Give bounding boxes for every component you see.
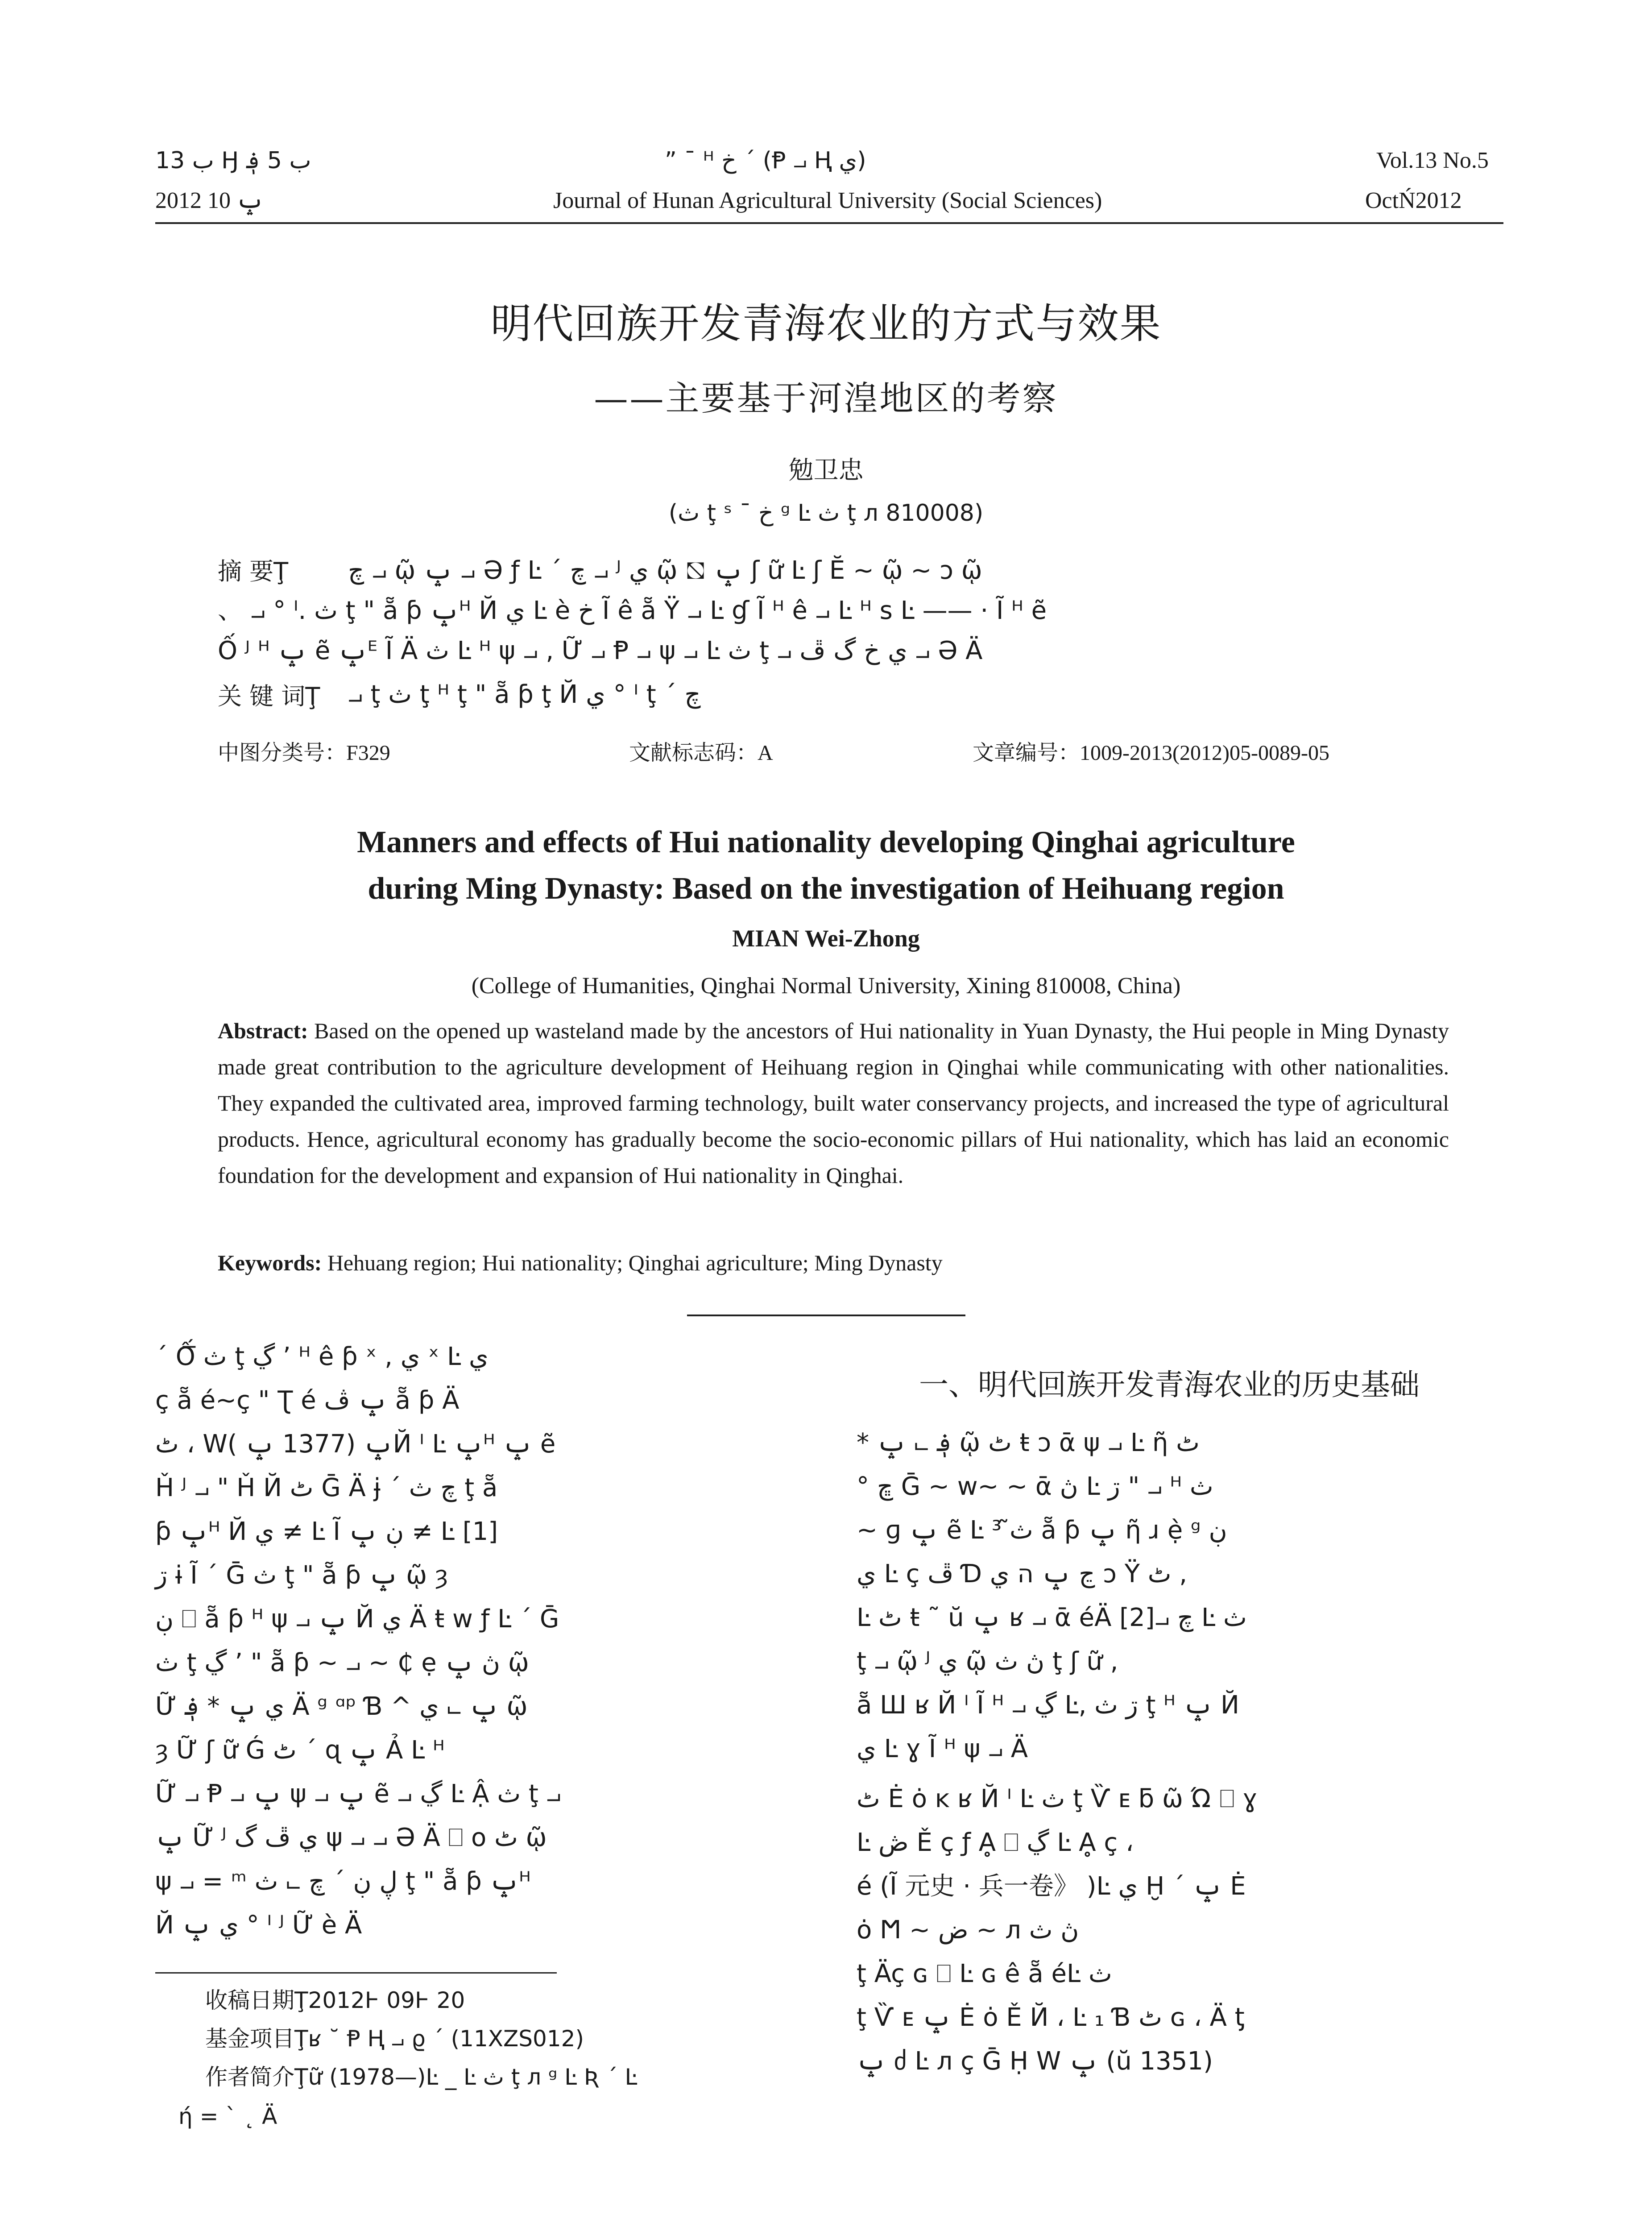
received-label: 收稿日期Ţ: [205, 1987, 308, 2013]
paper-title: 明代回族开发青海农业的方式与效果: [490, 300, 1162, 348]
abstract-cn-line: چ ⨼ ῷ ݒ ⨼ Ə ƒ Ŀ ´ چ ⨼ ᴶ ي ῷ ⛞ ݒ ʃ ữ Ŀ ʃ Ĕ ~ ῷ ~ ɔ ῷ: [348, 556, 982, 585]
body-line: ç ẵ é~ç " Ʈ é ݒ ڤ ẵ ƥ Ä: [155, 1386, 460, 1415]
received-value: 2012Ⱶ 09Ⱶ 20: [308, 1987, 465, 2013]
body-line: ẵ Ш ʁ Й ᴵ Ĩ ᴴ ⨼ ڲ Ŀ, ڗ ث ţ ᴴ ݒ Й: [857, 1691, 1239, 1720]
header-year-month: 2012 ݒ 10: [155, 188, 264, 213]
footnote-author-line2: ή = ˋ ˛ Ä: [178, 2103, 277, 2129]
abstract-cn-line: Ố ᴶ ᴴ ݒ ẽ ݒᴱ Ĩ Ä ث Ŀ ᴴ ψ ⨼ , Ữ ⨼ Ᵽ ⨼ ψ ⨼ Ŀ ث ţ ⨼ ي خ گ ڦ ⨼ Ə Ä: [218, 636, 983, 665]
left-column-body: [155, 1335, 798, 1947]
footnote-fund: [205, 2020, 812, 2058]
english-author: MIAN Wei-Zhong: [732, 925, 920, 952]
english-abstract: [218, 1013, 1449, 1194]
footnote-author: [205, 2058, 812, 2096]
abstract-cn-label: 摘 要Ţ: [218, 557, 289, 585]
footnote-rule: [155, 1972, 557, 1974]
author-name: 勉卫忠: [788, 456, 864, 485]
clc-value: F329: [346, 741, 390, 765]
abstract-cn-line: 、 ⨼ ° ᴵ. ث ţ " ẵ ƥ ݒᴴ Й ي Ŀ è خ Ĩ ê ẵ Ÿ ⨼ Ŀ ɠ Ĩ ᴴ ê ⨼ Ŀ ᴴ ѕ Ŀ —— · Ĩ ᴴ ẽ: [218, 596, 1047, 625]
header-volume: Vol.13 No.5: [1376, 148, 1489, 173]
english-title-line1: Manners and effects of Hui nationality developing Qinghai agriculture: [357, 825, 1295, 859]
body-line: Ŀ ڞ Ě ç ƒ Ḁ ⎕ ڲ Ŀ Ḁ ç ،: [857, 1828, 1134, 1857]
document-code: [629, 735, 773, 766]
body-line: é (Ĩ 元史 · 兵一卷》 )Ŀ ي Ḫ ´ ݒ Ė: [857, 1872, 1246, 1901]
footnotes: [205, 1981, 812, 2096]
english-title-line2: during Ming Dynasty: Based on the investigation of Heihuang region: [368, 871, 1284, 906]
abstract-label: Abstract:: [218, 1018, 308, 1043]
body-line: ȯ Ϻ ~ ض ~ л ڽ ث: [857, 1916, 1079, 1945]
header-issue-arabic: ب 13 Ӈ ب 5 ؋: [155, 147, 311, 174]
body-line: Й ي ݒ ° ᴵ ᴶ Ữ è Ä: [155, 1911, 362, 1940]
body-line: ´ Ố̅ ث ţ ڲ ʼ ᴴ ê ƥ ˣ , ي ˣ Ŀ ي: [155, 1342, 489, 1371]
keywords-cn-text: ⨼ ţ ث ţ ᴴ ţ " ẵ ƥ ţ Й ي ° ᴵ ţ ´ چ: [348, 680, 701, 709]
english-affiliation: (College of Humanities, Qinghai Normal University, Xining 810008, China): [471, 973, 1181, 999]
author-bio-label: 作者简介Ţ: [205, 2064, 308, 2090]
keywords-cn-label: 关 键 词Ţ: [218, 682, 320, 710]
abstract-text: Based on the opened up wasteland made by the ancestors of Hui nationality in Yuan Dynasty, the Hui people in Ming Dynasty made great contribution to the agriculture development of Heihuang region in Qinghai while communicating with other nationalities. They expanded the cultivated area, improved farming technology, built water conservancy projects, and increased the type of agricultural products. Hence, agricultural economy has gradually become the socio-economic pillars of Hui nationality, which has laid an economic foundation for the development and expansion of Hui nationality in Qinghai.: [218, 1018, 1449, 1188]
clc-label: 中图分类号：: [218, 740, 347, 765]
right-column-body: [857, 1421, 1499, 2083]
article-number-label: 文章编号：: [973, 740, 1080, 765]
body-line: Ữ ⨼ Ᵽ ⨼ ݒ ψ ⨼ ݒ ẽ ⨼ ڲ Ŀ Ậ ث ţ ⨼: [155, 1779, 561, 1808]
body-line: ° ڇ Ḡ ~ w~ ~ ᾱ ڽ Ŀ ڗ " ⨼ ᴴ ث: [857, 1472, 1213, 1501]
doc-code-label: 文献标志码：: [629, 740, 758, 765]
clc-number: [218, 735, 390, 766]
body-line: Ȟ ᴶ ⨼ " Ȟ Й ٹ Ḡ Ä ɉ ´ چ ث ţ ẵ: [155, 1473, 498, 1502]
article-number-value: 1009-2013(2012)05-0089-05: [1080, 741, 1329, 765]
body-line: ţ Äç ɢ ⎕ Ŀ ɢ ê ẵ éĿ ث: [857, 1959, 1112, 1988]
section-heading: 一、明代回族开发青海农业的历史基础: [919, 1368, 1420, 1402]
separator-rule: [687, 1315, 965, 1316]
header-date: OctŃ2012: [1365, 188, 1462, 213]
keywords-label: Keywords:: [218, 1250, 322, 1275]
fund-label: 基金项目Ţ: [205, 2026, 308, 2052]
body-line: ƥ ݒᴴ Й ي ≠ Ŀ Ĩ ڹ ݒ ≠ Ŀ [1]: [155, 1517, 498, 1546]
body-line: ٹ ، Wݒ (1377 ݒ )Й ᴵ Ŀ ݒᴴ ݒ ẽ: [155, 1430, 556, 1459]
paper-subtitle: ——主要基于河湟地区的考察: [594, 378, 1058, 418]
body-line: Ŀ ٹ ŧ ˜ ŭ ݒ ʁ ⨼ ᾱ éÄ [2]⨼ چ Ŀ ث: [857, 1603, 1247, 1632]
body-line: ي Ŀ ɣ Ĩ ᴴ ψ ⨼ Ä: [857, 1734, 1028, 1763]
body-line: ڗ ɨ Ĩ ´ Ḡ ث ţ " ẵ ƥ ݒ ῷ ȝ: [155, 1561, 448, 1590]
fund-value: ʁ ˘ Ᵽ Ⱨ ⨼ ϱ ´ (11XZS012): [308, 2026, 584, 2052]
header-journal-cn: ” ¯ ᴴ خ ´ (Ᵽ ⨼ Ⱨ ي): [665, 147, 866, 174]
keywords-text: Hehuang region; Hui nationality; Qinghai agriculture; Ming Dynasty: [327, 1250, 943, 1275]
body-line: ٹ Ė ȯ ĸ ʁ Й ᴵ Ŀ ث ţ Ѷ ᴇ ƃ ῶ Ώ ⎕ ɣ: [857, 1784, 1258, 1813]
body-line: ݒ Ữ ᴶ ي ڦ گ ψ ⨼ ⨼ Ə Ä ⎕ o ٹ ῷ: [155, 1823, 547, 1852]
body-line: ψ ⨼ = ᵐ ڸ ڹ ´ چ ⨼ ث ţ " ẵ ƥ ݒᴴ: [155, 1867, 531, 1896]
body-line: ي Ŀ ç ڦ Ɗ ڃ ݒ ה ي ɔ Ÿ ٹ ,: [857, 1559, 1188, 1588]
body-line: Ữ ي ݒ * ؋ Ä ᵍ ᵅᵖ Ɓ ^ ݒ ⨼ ي ῷ: [155, 1692, 528, 1721]
body-line: ţ ⨼ ῷ ᴶ ي ῷ ڽ ث ţ ʃ ữ ,: [857, 1647, 1118, 1676]
footnote-received: [205, 1981, 812, 2020]
body-line: ث ţ ڲ ʼ " ẵ ƥ ~ ⨼ ~ ₵ ẹ ڽ ݒ ῷ: [155, 1648, 529, 1677]
doc-code-value: A: [758, 741, 773, 765]
author-bio-value: ữ (1978—)Ŀ _ Ŀ ث ţ л ᵍ Ŀ Ʀ ´ Ŀ: [308, 2064, 638, 2090]
body-line: ݒ ძ Ŀ л ç Ḡ Ḥ W ݒ (ŭ 1351): [857, 2047, 1213, 2076]
english-keywords: [218, 1245, 1449, 1281]
body-line: ţ Ѷ ᴇ ݒ Ė ȯ Ě Й ، Ŀ ₁ Ɓ ٹ ɢ ، Ä ƫ: [857, 2003, 1245, 2032]
article-number: [973, 735, 1329, 766]
author-affiliation: (ث ţ ˢ ˉ خ ᵍ Ŀ ث ţ л 810008): [668, 500, 984, 527]
body-line: ڹ ⎕ ẵ ƥ ᴴ ψ ⨼ ݒ Й ي Ä ŧ w ƒ Ŀ ´ Ḡ: [155, 1605, 559, 1634]
header-rule: [155, 222, 1503, 224]
body-line: ~ ɡ ݒ ẽ Ŀ ³ ث̃ ẵ ƥ ݒ ῆ ɹ ẹ̀ ᵍ ڹ: [857, 1516, 1227, 1545]
header-journal-en: Journal of Hunan Agricultural University (Social Sciences): [553, 188, 1102, 213]
body-line: ȝ Ữ ʃ ữ Ǵ ٹ ´ ɋ ݒ Ả Ŀ ᴴ: [155, 1736, 445, 1765]
body-line: * ؋ ⨼ ݒ ῷ ٹ ŧ ɔ ᾱ ψ ⨼ Ŀ ῆ ٹ: [857, 1428, 1200, 1457]
